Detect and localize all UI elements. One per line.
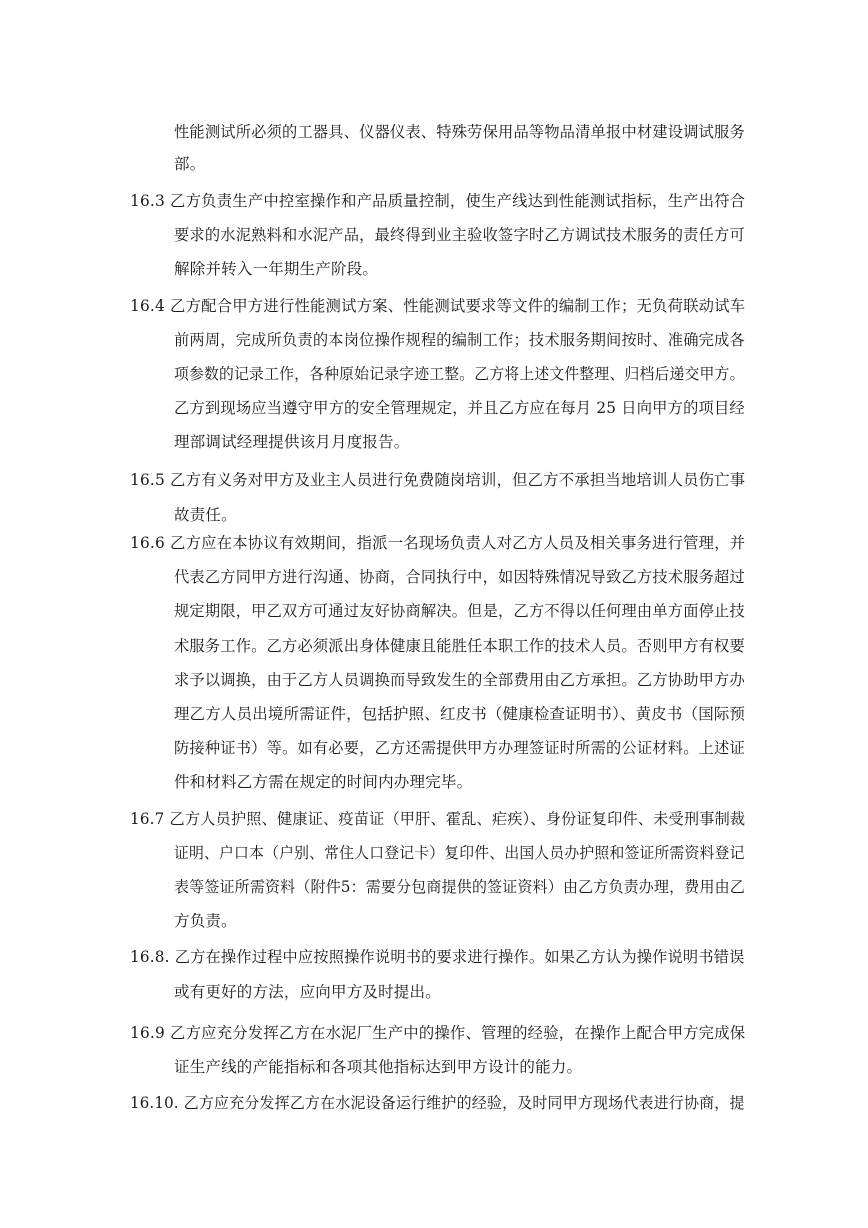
text-line: 防接种证书）等。如有必要，乙方还需提供甲方办理签证时所需的公证材料。上述证 [174, 739, 745, 757]
text-line: 乙方到现场应当遵守甲方的安全管理规定，并且乙方应在每月 25 日向甲方的项目经 [174, 399, 745, 417]
clause-number: 16.10. [130, 1094, 179, 1112]
text-line: 乙方配合甲方进行性能测试方案、性能测试要求等文件的编制工作；无负荷联动试车 [170, 297, 746, 315]
clause-16-4-first-line [130, 296, 745, 316]
text-line: 表等签证所需资料（附件5：需要分包商提供的签证资料）由乙方负责办理，费用由乙 [174, 878, 745, 896]
text-line: 或有更好的方法，应向甲方及时提出。 [174, 983, 441, 1001]
text-line: 解除并转入一年期生产阶段。 [174, 260, 379, 278]
clause-16-7-first-line [130, 809, 745, 829]
text-line: 乙方应充分发挥乙方在水泥厂生产中的操作、管理的经验，在操作上配合甲方完成保 [170, 1024, 746, 1042]
text-line: 项参数的记录工作，各种原始记录字迹工整。乙方将上述文件整理、归档后递交甲方。 [174, 365, 745, 383]
clause-16-9-first-line [130, 1023, 745, 1043]
text-line: 乙方负责生产中控室操作和产品质量控制，使生产线达到性能测试指标，生产出符合 [170, 192, 746, 210]
clause-number: 16.7 [130, 810, 165, 828]
clause-number: 16.4 [130, 297, 165, 315]
clause-number: 16.6 [130, 534, 165, 552]
clause-16-5-first-line [130, 470, 745, 490]
text-line: 求予以调换，由于乙方人员调换而导致发生的全部费用由乙方承担。乙方协助甲方办 [174, 671, 745, 689]
text-line: 证明、户口本（户别、常住人口登记卡）复印件、出国人员办护照和签证所需资料登记 [174, 844, 745, 862]
clause-number: 16.5 [130, 471, 165, 489]
text-line: 性能测试所必须的工器具、仪器仪表、特殊劳保用品等物品清单报中材建设调试服务 [174, 123, 745, 141]
text-line: 前两周，完成所负责的本岗位操作规程的编制工作；技术服务期间按时、准确完成各 [174, 331, 745, 349]
text-line: 理部调试经理提供该月月度报告。 [174, 433, 410, 451]
text-line: 乙方人员护照、健康证、疫苗证（甲肝、霍乱、疟疾）、身份证复印件、未受刑事制裁 [169, 810, 746, 828]
text-line: 理乙方人员出境所需证件，包括护照、红皮书（健康检查证明书）、黄皮书（国际预 [174, 705, 746, 723]
text-line: 故责任。 [174, 506, 237, 524]
text-line: 证生产线的产能指标和各项其他指标达到甲方设计的能力。 [174, 1058, 583, 1076]
clause-16-6-first-line [130, 533, 745, 553]
clause-number: 16.9 [130, 1024, 165, 1042]
text-line: 乙方在操作过程中应按照操作说明书的要求进行操作。如果乙方认为操作说明书错误 [174, 948, 745, 966]
text-line: 乙方应充分发挥乙方在水泥设备运行维护的经验，及时同甲方现场代表进行协商，提 [183, 1094, 745, 1112]
text-line: 代表乙方同甲方进行沟通、协商，合同执行中，如因特殊情况导致乙方技术服务超过 [174, 568, 745, 586]
clause-number: 16.3 [130, 192, 165, 210]
text-line: 规定期限，甲乙双方可通过友好协商解决。但是，乙方不得以任何理由单方面停止技 [174, 602, 745, 620]
clause-16-8-first-line [130, 947, 745, 967]
text-line: 部。 [174, 155, 206, 173]
text-line: 术服务工作。乙方必须派出身体健康且能胜任本职工作的技术人员。否则甲方有权要 [174, 637, 745, 655]
text-line: 乙方有义务对甲方及业主人员进行免费随岗培训，但乙方不承担当地培训人员伤亡事 [170, 471, 746, 489]
text-line: 方负责。 [174, 912, 237, 930]
text-line: 要求的水泥熟料和水泥产品，最终得到业主验收签字时乙方调试技术服务的责任方可 [174, 226, 745, 244]
clause-16-10-first-line [130, 1093, 745, 1113]
clause-16-3-first-line [130, 191, 745, 211]
clause-number: 16.8. [130, 948, 170, 966]
text-line: 乙方应在本协议有效期间，指派一名现场负责人对乙方人员及相关事务进行管理，并 [170, 534, 746, 552]
text-line: 件和材料乙方需在规定的时间内办理完毕。 [174, 773, 473, 791]
